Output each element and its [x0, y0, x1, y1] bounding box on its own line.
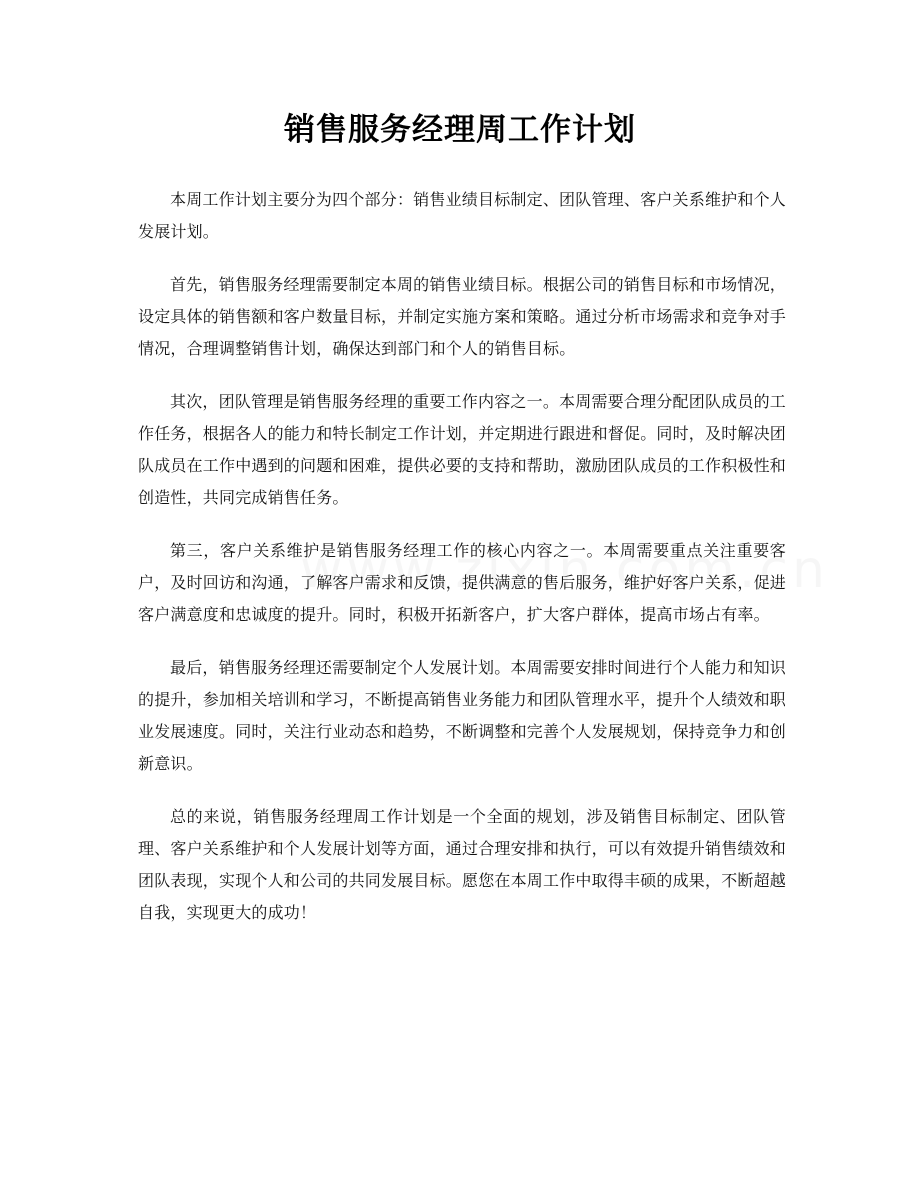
- paragraph-personal-development: 最后，销售服务经理还需要制定个人发展计划。本周需要安排时间进行个人能力和知识的提升，参加相关培训和学习，不断提高销售业务能力和团队管理水平，提升个人绩效和职业发展速度。同时，关注行业动态和趋势，不断调整和完善个人发展规划，保持竞争力和创新意识。: [138, 658, 787, 773]
- paragraph-customer-relations: 第三，客户关系维护是销售服务经理工作的核心内容之一。本周需要重点关注重要客户，及时回访和沟通，了解客户需求和反馈，提供满意的售后服务，维护好客户关系，促进客户满意度和忠诚度的提升。同时，积极开拓新客户，扩大客户群体，提高市场占有率。: [138, 541, 787, 624]
- paragraph-intro: 本周工作计划主要分为四个部分：销售业绩目标制定、团队管理、客户关系维护和个人发展计划。: [138, 190, 786, 241]
- paragraph-summary: 总的来说，销售服务经理周工作计划是一个全面的规划，涉及销售目标制定、团队管理、客户关系维护和个人发展计划等方面，通过合理安排和执行，可以有效提升销售绩效和团队表现，实现个人和公司的共同发展目标。愿您在本周工作中取得丰硕的成果，不断超越自我，实现更大的成功！: [138, 807, 787, 922]
- document-title: 销售服务经理周工作计划: [284, 112, 636, 148]
- paragraph-sales-targets: 首先，销售服务经理需要制定本周的销售业绩目标。根据公司的销售目标和市场情况，设定具体的销售额和客户数量目标，并制定实施方案和策略。通过分析市场需求和竞争对手情况，合理调整销售计划，确保达到部门和个人的销售目标。: [138, 275, 787, 358]
- document-body: [138, 184, 786, 950]
- paragraph-team-management: 其次，团队管理是销售服务经理的重要工作内容之一。本周需要合理分配团队成员的工作任务，根据各人的能力和特长制定工作计划，并定期进行跟进和督促。同时，及时解决团队成员在工作中遇到的问题和困难，提供必要的支持和帮助，激励团队成员的工作积极性和创造性，共同完成销售任务。: [138, 392, 787, 507]
